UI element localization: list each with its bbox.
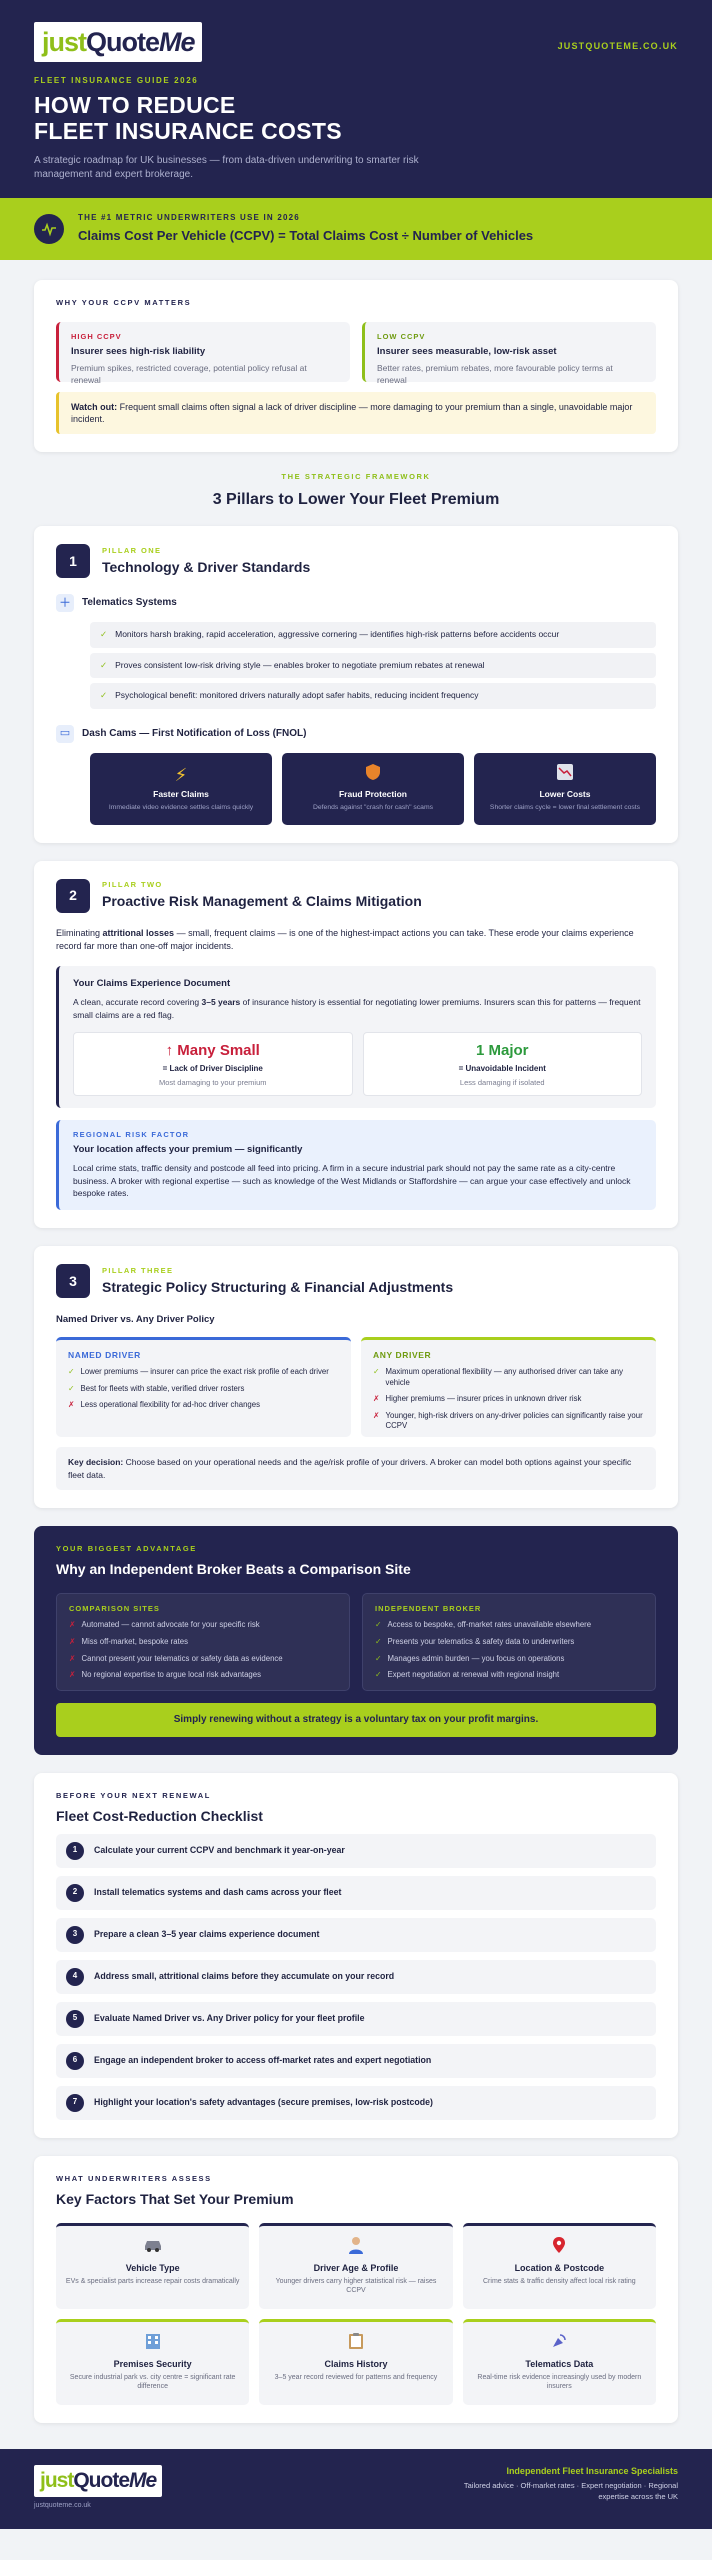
list-item: ✗ Higher premiums — insurer prices in unknown driver risk <box>373 1394 582 1404</box>
person-icon <box>267 2236 444 2258</box>
telematics-title: Telematics Systems <box>82 597 177 609</box>
broker-eyebrow: YOUR BIGGEST ADVANTAGE <box>56 1544 197 1554</box>
pillar-two-card <box>34 861 678 1229</box>
shield-icon <box>288 763 458 785</box>
telematics-list <box>90 622 656 708</box>
broker-banner: Simply renewing without a strategy is a voluntary tax on your profit margins. <box>56 1703 656 1737</box>
pillar-eyebrow: PILLAR TWO <box>102 880 163 890</box>
pillars-section-header <box>34 470 678 526</box>
cross-icon: ✗ <box>373 1394 380 1404</box>
cross-icon: ✗ <box>68 1400 75 1410</box>
list-item: ✓ Lower premiums — insurer can price the exact risk profile of each driver <box>68 1367 329 1377</box>
check-icon: ✓ <box>68 1367 75 1377</box>
step-number: 2 <box>66 1884 84 1902</box>
check-icon: ✓ <box>375 1620 382 1630</box>
list-item: ✓ Presents your telematics & safety data to underwriters <box>375 1637 575 1646</box>
checklist-card <box>34 1773 678 2138</box>
title-line-2: FLEET INSURANCE COSTS <box>34 117 342 144</box>
factor-vehicle-type: Vehicle Type EVs & specialist parts increase repair costs dramatically <box>56 2223 249 2309</box>
any-driver-tag: ANY DRIVER <box>373 1349 432 1360</box>
telematics-heading <box>56 594 656 612</box>
pillar-eyebrow: PILLAR ONE <box>102 545 162 555</box>
page-title <box>34 93 678 145</box>
factors-eyebrow: WHAT UNDERWRITERS ASSESS <box>56 2173 212 2183</box>
claims-document-text: A clean, accurate record covering 3–5 years of insurance history is essential for negotiating lower premiums. Insurers scan this for patterns — frequent small claims are a red flag. <box>73 997 641 1021</box>
regional-risk-head: Your location affects your premium — significantly <box>73 1143 303 1155</box>
comparison-sites-tag: COMPARISON SITES <box>69 1604 160 1614</box>
named-driver-box <box>56 1337 351 1437</box>
list-item: ✓ Maximum operational flexibility — any authorised driver can take any vehicle <box>373 1367 624 1387</box>
pillar-number: 2 <box>56 879 90 913</box>
logo-text-just: just <box>42 26 87 57</box>
high-ccpv-text: Premium spikes, restricted coverage, potential policy refusal at renewal <box>71 363 307 385</box>
car-icon <box>64 2236 241 2258</box>
pillar-title: Strategic Policy Structuring & Financial Adjustments <box>102 1278 454 1295</box>
checklist-item: 2 Install telematics systems and dash cams across your fleet <box>56 1876 656 1910</box>
header-eyebrow: FLEET INSURANCE GUIDE 2026 <box>34 76 199 85</box>
list-item: ✗ Cannot present your telematics or safety data as evidence <box>69 1653 283 1663</box>
dashcam-benefits <box>90 753 656 825</box>
pillars-eyebrow: THE STRATEGIC FRAMEWORK <box>281 472 431 482</box>
checklist-item: 3 Prepare a clean 3–5 year claims experience document <box>56 1918 656 1952</box>
factor-telematics-data: Telematics Data Real-time risk evidence increasingly used by modern insurers <box>463 2319 656 2405</box>
factors-card <box>34 2156 678 2423</box>
metric-eyebrow: THE #1 METRIC UNDERWRITERS USE IN 2026 <box>78 213 300 223</box>
step-number: 7 <box>66 2094 84 2112</box>
watch-out-label: Watch out: <box>71 402 118 413</box>
independent-broker-box <box>362 1593 656 1691</box>
factors-title: Key Factors That Set Your Premium <box>56 2191 294 2207</box>
footer-text: Tailored advice · Off-market rates · Expert negotiation · Regional expertise across the UK <box>463 2481 678 2501</box>
low-ccpv-tag: LOW CCPV <box>377 332 426 342</box>
check-icon: ✓ <box>68 1383 75 1393</box>
policy-comparison-title: Named Driver vs. Any Driver Policy <box>56 1314 215 1326</box>
title-line-1: HOW TO REDUCE <box>34 91 236 118</box>
dashcam-title: Dash Cams — First Notification of Loss (FNOL) <box>82 727 307 739</box>
cross-icon: ✗ <box>69 1670 76 1680</box>
list-item: ✗ Less operational flexibility for ad-hoc driver changes <box>68 1400 260 1410</box>
pillar-one-card <box>34 526 678 842</box>
list-item: ✓ Access to bespoke, off-market rates unavailable elsewhere <box>375 1620 592 1630</box>
dashcam-heading <box>56 725 656 743</box>
checklist-item: 7 Highlight your location's safety advantages (secure premises, low-risk postcode) <box>56 2086 656 2120</box>
claims-document-title: Your Claims Experience Document <box>73 977 231 989</box>
factor-driver-age: Driver Age & Profile Younger drivers carry higher statistical risk — raises CCPV <box>259 2223 452 2309</box>
pillar-title: Proactive Risk Management & Claims Mitigation <box>102 893 422 910</box>
pillar-eyebrow: PILLAR THREE <box>102 1265 174 1275</box>
list-item: ✓ Expert negotiation at renewal with regional insight <box>375 1670 560 1680</box>
metric-formula: Claims Cost Per Vehicle (CCPV) = Total Claims Cost ÷ Number of Vehicles <box>78 228 534 244</box>
pillar-number: 3 <box>56 1264 90 1298</box>
list-item: ✓ Best for fleets with stable, verified driver rosters <box>68 1383 245 1393</box>
pillar-two-intro: Eliminating attritional losses — small, frequent claims — is one of the highest-impact actions you can take. These erode your claims experience record far more than one-off major incidents. <box>56 927 634 952</box>
check-icon: ✓ <box>375 1670 382 1680</box>
named-driver-tag: NAMED DRIVER <box>68 1349 141 1360</box>
brand-logo[interactable] <box>34 22 202 62</box>
dashcam-benefit-fraud-protection: Fraud Protection Defends against "crash for cash" scams <box>282 753 464 825</box>
footer-url[interactable]: justquoteme.co.uk <box>34 2501 91 2509</box>
factor-premises-security: Premises Security Secure industrial park vs. city centre = significant rate difference <box>56 2319 249 2405</box>
key-decision-callout: Key decision: Choose based on your operational needs and the age/risk profile of your drivers. A broker can model both options against your specific fleet data. <box>56 1447 656 1491</box>
dashcam-benefit-faster-claims: ⚡ Faster Claims Immediate video evidence settles claims quickly <box>90 753 272 825</box>
footer-tagline: Independent Fleet Insurance Specialists <box>506 2465 678 2476</box>
checklist-item: 1 Calculate your current CCPV and benchmark it year-on-year <box>56 1834 656 1868</box>
check-icon: ✓ <box>100 690 108 701</box>
ccpv-card <box>34 280 678 452</box>
chart-icon <box>480 763 650 785</box>
step-number: 5 <box>66 2010 84 2028</box>
pulse-icon <box>34 214 64 244</box>
check-icon: ✓ <box>375 1653 382 1663</box>
pin-icon <box>471 2236 648 2258</box>
page-header <box>0 0 712 198</box>
footer-logo[interactable]: just Quote Me <box>34 2465 162 2497</box>
step-number: 6 <box>66 2052 84 2070</box>
check-icon: ✓ <box>100 659 108 670</box>
list-item: ✓ Monitors harsh braking, rapid acceleration, aggressive cornering — identifies high-risk patterns before accidents occur <box>90 622 656 647</box>
ccpv-eyebrow: WHY YOUR CCPV MATTERS <box>56 298 192 307</box>
claims-document-box <box>56 966 656 1108</box>
dashcam-benefit-lower-costs: Lower Costs Shorter claims cycle = lower final settlement costs <box>474 753 656 825</box>
list-item: ✗ No regional expertise to argue local risk advantages <box>69 1670 261 1680</box>
header-subtitle: A strategic roadmap for UK businesses — from data-driven underwriting to smarter risk management and expert brokerage. <box>34 155 419 181</box>
stat-many-small: ↑ Many Small = Lack of Driver Discipline Most damaging to your premium <box>73 1032 353 1096</box>
low-ccpv-head: Insurer sees measurable, low-risk asset <box>377 346 557 358</box>
list-item: ✓ Manages admin burden — you focus on operations <box>375 1653 565 1663</box>
stat-one-major: 1 Major = Unavoidable Incident Less damaging if isolated <box>363 1032 643 1096</box>
independent-broker-tag: INDEPENDENT BROKER <box>375 1604 482 1614</box>
cross-icon: ✗ <box>69 1653 76 1663</box>
regional-risk-box <box>56 1120 656 1210</box>
checklist-item: 5 Evaluate Named Driver vs. Any Driver policy for your fleet profile <box>56 2002 656 2036</box>
factor-location: Location & Postcode Crime stats & traffic density affect local risk rating <box>463 2223 656 2309</box>
step-number: 1 <box>66 1842 84 1860</box>
list-item: ✗ Automated — cannot advocate for your specific risk <box>69 1620 260 1630</box>
regional-risk-text: Local crime stats, traffic density and postcode all feed into pricing. A firm in a secure industrial park should not pay the same rate as a city-centre business. A broker with regional expertise — such as knowledge of the West Midlands or Staffordshire — can argue your case effectively and unlock bespoke rates. <box>73 1162 631 1199</box>
camera-icon: ▭ <box>56 725 74 743</box>
watch-out-text: Frequent small claims often signal a lack of driver discipline — more damaging to your premium than a single, unavoidable major incident. <box>71 402 633 425</box>
list-item: ✓ Psychological benefit: monitored drivers naturally adopt safer habits, reducing incident frequency <box>90 683 656 708</box>
broker-comparison-section <box>34 1526 678 1755</box>
regional-risk-tag: REGIONAL RISK FACTOR <box>73 1129 190 1139</box>
high-ccpv-tag: HIGH CCPV <box>71 332 122 342</box>
logo-text-quote: Quote <box>86 26 160 57</box>
list-item: ✓ Proves consistent low-risk driving style — enables broker to negotiate premium rebates at renewal <box>90 653 656 678</box>
broker-title: Why an Independent Broker Beats a Comparison Site <box>56 1561 411 1578</box>
factor-claims-history: Claims History 3–5 year record reviewed for patterns and frequency <box>259 2319 452 2405</box>
checklist-item: 4 Address small, attritional claims before they accumulate on your record <box>56 1960 656 1994</box>
high-ccpv-head: Insurer sees high-risk liability <box>71 346 206 358</box>
site-link[interactable]: JUSTQUOTEME.CO.UK <box>557 41 678 51</box>
plus-icon: ＋ <box>56 594 74 612</box>
comparison-sites-box <box>56 1593 350 1691</box>
pillar-number: 1 <box>56 544 90 578</box>
satellite-icon <box>471 2332 648 2354</box>
list-item: ✗ Miss off-market, bespoke rates <box>69 1637 189 1646</box>
building-icon <box>64 2332 241 2354</box>
low-ccpv-box <box>362 322 656 385</box>
cross-icon: ✗ <box>69 1637 76 1646</box>
lightning-icon: ⚡ <box>174 764 188 785</box>
check-icon: ✓ <box>100 629 108 640</box>
metric-banner <box>0 198 712 260</box>
clipboard-icon <box>267 2332 444 2354</box>
logo-text-me: Me <box>159 26 195 57</box>
pillars-title: 3 Pillars to Lower Your Fleet Premium <box>212 490 500 508</box>
watch-out-callout <box>56 392 656 434</box>
check-icon: ✓ <box>375 1637 382 1646</box>
checklist-eyebrow: BEFORE YOUR NEXT RENEWAL <box>56 1790 211 1800</box>
list-item: ✗ Younger, high-risk drivers on any-driver policies can significantly raise your CCPV <box>373 1410 643 1431</box>
check-icon: ✓ <box>373 1367 380 1377</box>
cross-icon: ✗ <box>373 1410 380 1420</box>
checklist-title: Fleet Cost-Reduction Checklist <box>56 1807 263 1824</box>
high-ccpv-box <box>56 322 350 385</box>
any-driver-box <box>361 1337 656 1437</box>
step-number: 3 <box>66 1926 84 1944</box>
low-ccpv-text: Better rates, premium rebates, more favourable policy terms at renewal <box>377 363 613 385</box>
pillar-title: Technology & Driver Standards <box>102 558 311 575</box>
cross-icon: ✗ <box>69 1620 76 1630</box>
step-number: 4 <box>66 1968 84 1986</box>
checklist-item: 6 Engage an independent broker to access off-market rates and expert negotiation <box>56 2044 656 2078</box>
page-footer <box>0 2449 712 2529</box>
pillar-three-card <box>34 1246 678 1508</box>
